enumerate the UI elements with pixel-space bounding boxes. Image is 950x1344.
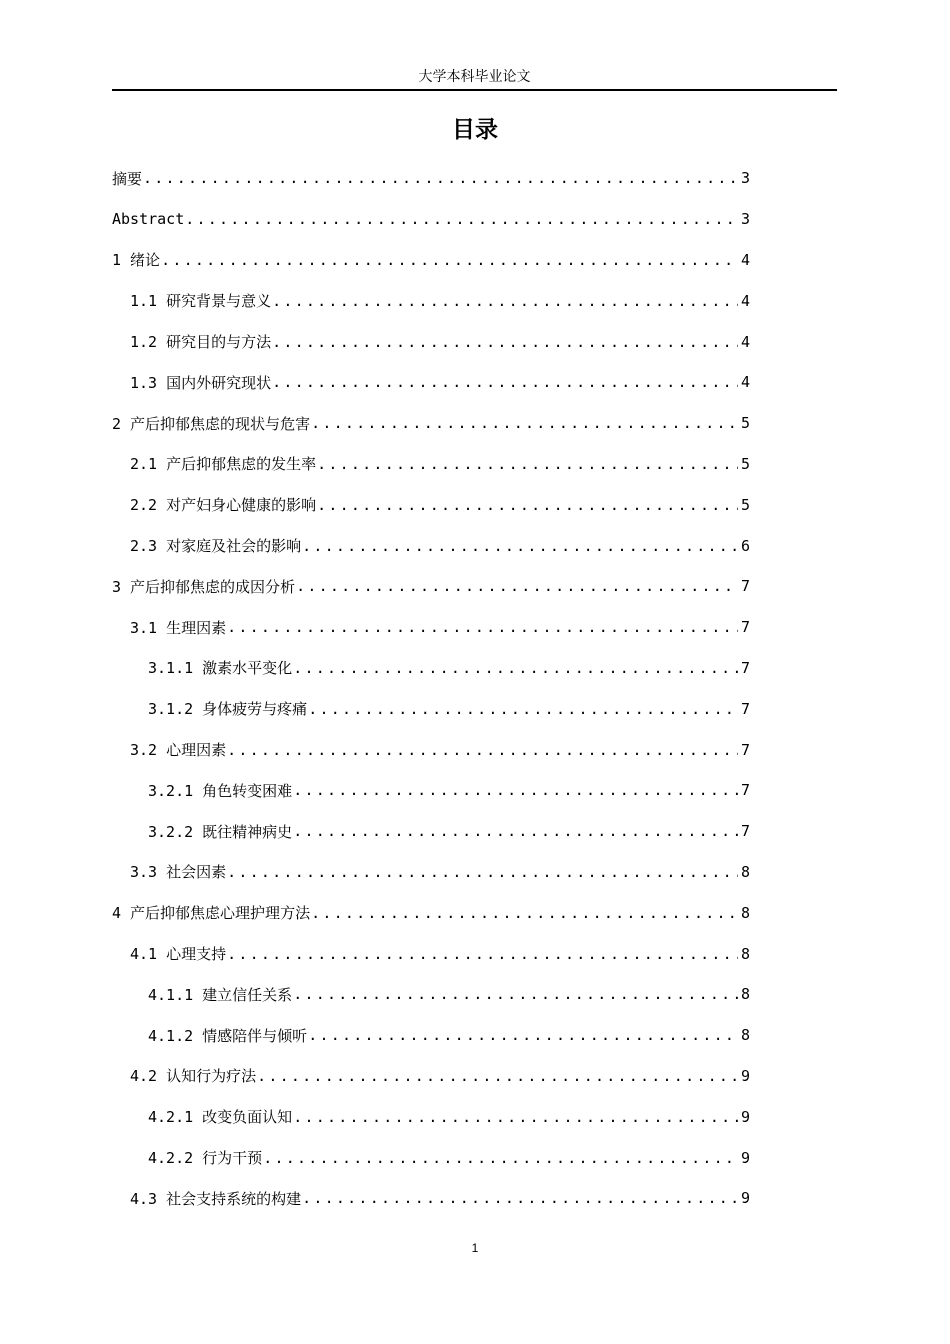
toc-dot-leader [263,1149,738,1167]
toc-entry[interactable] [112,444,750,485]
toc-dot-leader [317,455,738,473]
toc-dot-leader [227,618,738,636]
toc-entry-page: 8 [740,944,750,963]
toc-entry[interactable] [112,566,750,607]
toc-entry[interactable] [112,1056,750,1097]
toc-entry-page: 4 [740,250,750,269]
toc-entry[interactable] [112,852,750,893]
toc-entry-page: 7 [740,781,750,800]
toc-entry-title: 1 绪论 [112,251,161,270]
toc-entry-title: 1.2 研究目的与方法 [130,333,272,352]
toc-entry-title: Abstract [112,210,185,229]
toc-entry[interactable] [112,933,750,974]
toc-entry[interactable] [112,648,750,689]
toc-entry-title: 2.1 产后抑郁焦虑的发生率 [130,455,317,474]
toc-entry-page: 7 [740,577,750,596]
toc-entry-page: 7 [740,740,750,759]
toc-dot-leader [308,700,738,718]
toc-entry-title: 2.2 对产妇身心健康的影响 [130,496,317,515]
toc-entry[interactable] [112,811,750,852]
toc-dot-leader [311,904,738,922]
toc-entry-title: 4.2.1 改变负面认知 [148,1108,293,1127]
toc-dot-leader [296,577,738,595]
toc-dot-leader [311,414,738,432]
toc-entry[interactable] [112,403,750,444]
toc-entry-page: 9 [740,1189,750,1208]
toc-entry[interactable] [112,525,750,566]
toc-entry-title: 4.1 心理支持 [130,945,227,964]
toc-entry[interactable] [112,199,750,240]
header-text: 大学本科毕业论文 [418,69,531,85]
toc-entry-page: 7 [740,822,750,841]
toc-dot-leader [293,822,738,840]
toc-dot-leader [143,169,738,187]
toc-entry[interactable] [112,729,750,770]
toc-dot-leader [257,1067,738,1085]
toc-entry[interactable] [112,1137,750,1178]
toc-entry-page: 9 [740,1066,750,1085]
toc-entry-page: 7 [740,699,750,718]
toc-dot-leader [227,863,738,881]
toc-dot-leader [293,659,738,677]
toc-entry-title: 3.2.2 既往精神病史 [148,822,293,841]
toc-entry-page: 3 [740,210,750,229]
toc-entry[interactable] [112,770,750,811]
toc-entry-page: 8 [740,903,750,922]
toc-entry-title: 3.1.1 激素水平变化 [148,659,293,678]
toc-entry-page: 8 [740,1026,750,1045]
toc-entry[interactable] [112,892,750,933]
toc-entry-title: 3.1 生理因素 [130,618,227,637]
toc-entry[interactable] [112,688,750,729]
toc-entry-title: 2 产后抑郁焦虑的现状与危害 [112,414,311,433]
toc-entry-page: 6 [740,536,750,555]
table-of-contents [112,158,750,1219]
toc-entry[interactable] [112,362,750,403]
toc-entry-title: 4.1.2 情感陪伴与倾听 [148,1026,308,1045]
toc-entry-page: 5 [740,495,750,514]
toc-dot-leader [272,292,738,310]
page-title: 目录 [452,117,498,143]
toc-entry[interactable] [112,484,750,525]
toc-dot-leader [293,985,738,1003]
toc-entry-page: 8 [740,985,750,1004]
toc-entry-title: 4 产后抑郁焦虑心理护理方法 [112,904,311,923]
toc-entry-title: 3 产后抑郁焦虑的成因分析 [112,577,296,596]
toc-entry-title: 4.3 社会支持系统的构建 [130,1189,302,1208]
toc-entry[interactable] [112,607,750,648]
toc-entry-page: 3 [740,169,750,188]
toc-entry[interactable] [112,1178,750,1219]
toc-entry-title: 4.2.2 行为干预 [148,1149,263,1168]
page-header [112,66,837,91]
toc-dot-leader [272,333,738,351]
toc-dot-leader [317,496,738,514]
toc-entry-page: 8 [740,862,750,881]
toc-entry-title: 3.1.2 身体疲劳与疼痛 [148,700,308,719]
toc-entry[interactable] [112,974,750,1015]
toc-dot-leader [272,373,738,391]
toc-dot-leader [293,1108,738,1126]
toc-entry-page: 5 [740,414,750,433]
toc-entry-page: 9 [740,1148,750,1167]
toc-entry[interactable] [112,158,750,199]
toc-entry-page: 5 [740,454,750,473]
toc-entry-page: 4 [740,291,750,310]
toc-entry[interactable] [112,1015,750,1056]
toc-dot-leader [293,781,738,799]
toc-entry-title: 摘要 [112,169,143,188]
toc-entry-title: 3.2 心理因素 [130,741,227,760]
toc-entry[interactable] [112,240,750,281]
toc-dot-leader [302,537,738,555]
toc-dot-leader [227,741,738,759]
toc-entry-title: 1.1 研究背景与意义 [130,292,272,311]
toc-entry-page: 7 [740,618,750,637]
toc-dot-leader [185,210,738,228]
toc-entry[interactable] [112,321,750,362]
toc-dot-leader [302,1189,738,1207]
toc-entry-page: 4 [740,373,750,392]
page-number: 1 [471,1241,479,1255]
toc-entry-title: 2.3 对家庭及社会的影响 [130,537,302,556]
toc-entry-title: 3.2.1 角色转变困难 [148,781,293,800]
toc-dot-leader [227,945,738,963]
toc-entry[interactable] [112,280,750,321]
toc-entry[interactable] [112,1096,750,1137]
toc-entry-title: 1.3 国内外研究现状 [130,373,272,392]
toc-entry-page: 9 [740,1107,750,1126]
toc-entry-title: 3.3 社会因素 [130,863,227,882]
page-footer [0,1241,950,1255]
toc-entry-page: 4 [740,332,750,351]
toc-entry-page: 7 [740,658,750,677]
toc-entry-title: 4.2 认知行为疗法 [130,1067,257,1086]
toc-dot-leader [308,1026,738,1044]
toc-dot-leader [161,251,738,269]
toc-entry-title: 4.1.1 建立信任关系 [148,985,293,1004]
